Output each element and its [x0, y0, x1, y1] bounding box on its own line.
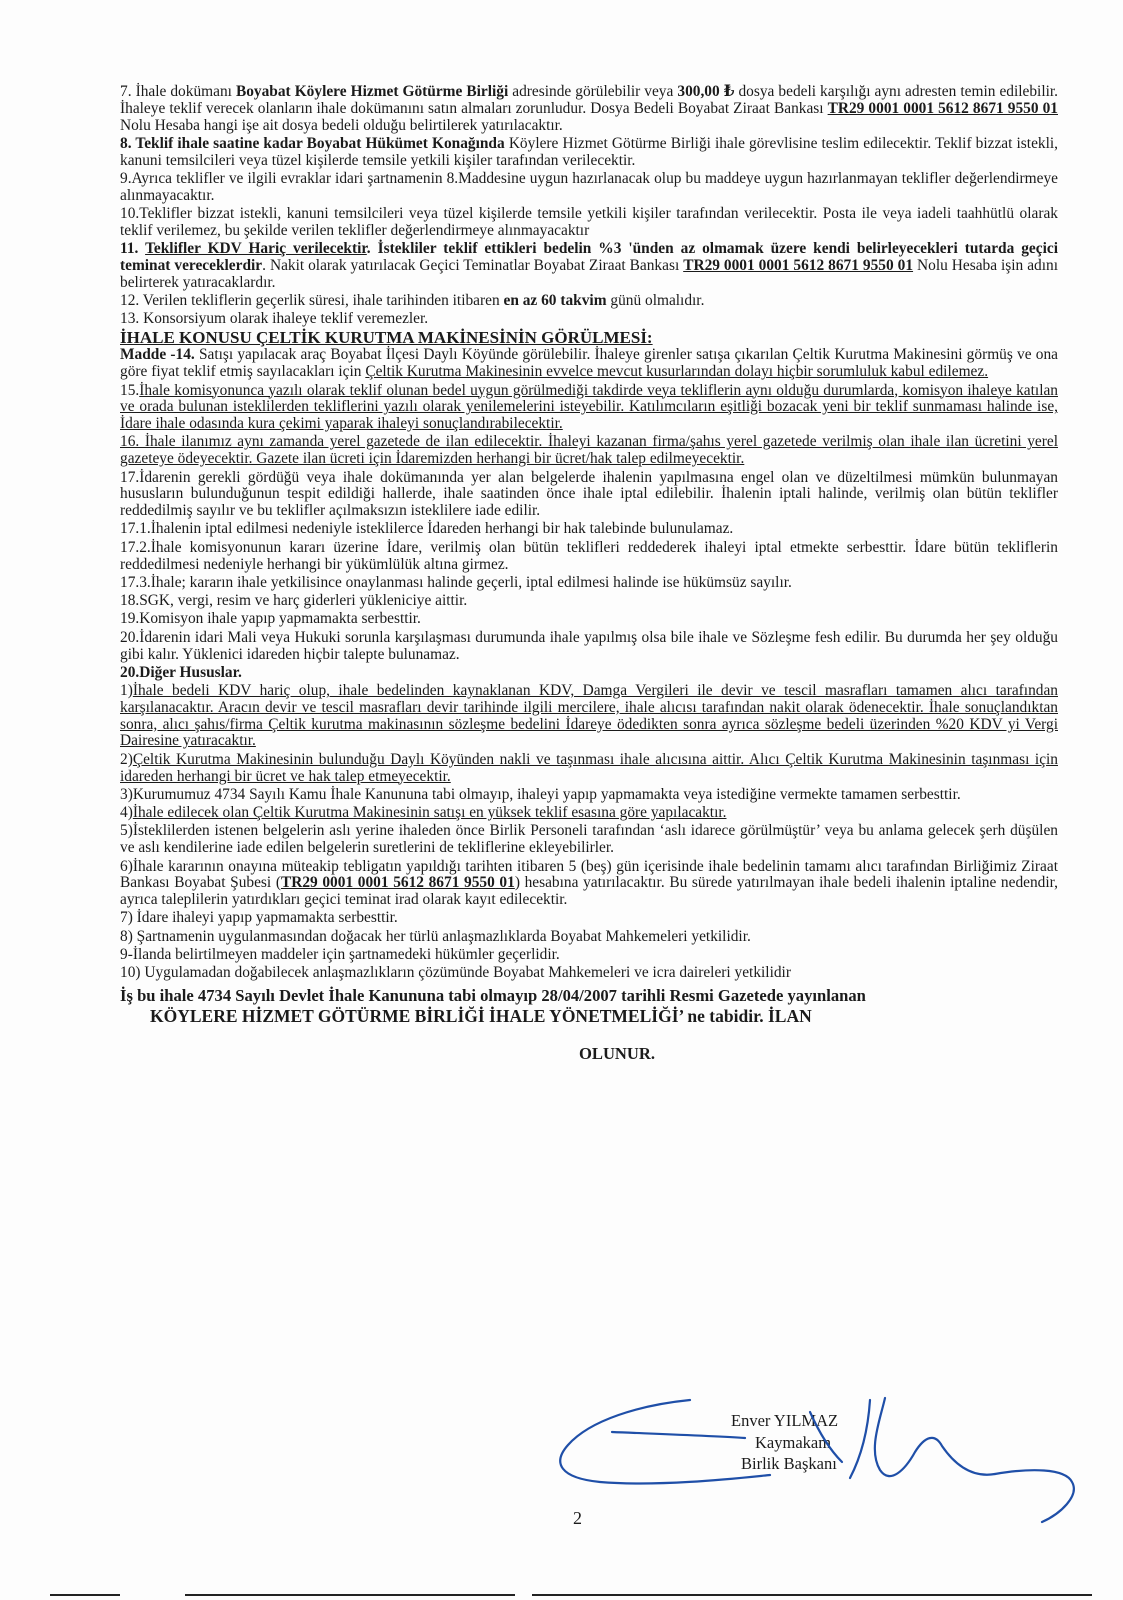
clause-9: 9.Ayrıca teklifler ve ilgili evraklar idari şartnamenin 8.Maddesine uygun hazırlanacak olup bu maddeye uygun hazırlanmayan teklifler değerlendirmeye alınmayacaktır.	[120, 169, 1058, 204]
signatory-role: Birlik Başkanı	[741, 1454, 837, 1473]
clause-19: 19.Komisyon ihale yapıp yapmamakta serbesttir.	[120, 610, 421, 628]
clause-10: 10.Teklifler bizzat istekli, kanuni temsilcileri veya tüzel kişilerde temsile yetkili kişiler tarafından verilecektir. Posta ile veya iadeli taahhütlü olarak teklif verilemez, bu şekilde verilen teklifler değerlendirmeye alınmayacaktır	[120, 205, 1058, 239]
clause-7: 7. İhale dokümanı Boyabat Köylere Hizmet Götürme Birliği adresinde görülebilir veya 300,00 ₺ dosya bedeli karşılığı aynı adresten temin edilebilir. İhaleye teklif verecek olanların ihale dokümanını satın almaları zorunludur. Dosya Bedeli Boyabat Ziraat Bankası TR29 0001 0001 5612 8671 9550 01 Nolu Hesaba hangi işe ait dosya bedeli olduğu belirtilerek yatırılacaktır.	[120, 83, 1059, 134]
clause-8: 8. Teklif ihale saatine kadar Boyabat Hükümet Konağında Köylere Hizmet Götürme Birliği ihale görevlisine teslim edilecektir. Teklif bizzat istekli, kanuni temsilcileri veya tüzel kişilerde temsile yetkili kişiler tarafından verilecektir.	[120, 134, 1058, 169]
other-8: 8) Şartnamenin uygulanmasından doğacak her türlü anlaşmazlıklarda Boyabat Mahkemeleri yetkilidir.	[120, 927, 751, 945]
other-10: 10) Uygulamadan doğabilecek anlaşmazlıkların çözümünde Boyabat Mahkemeleri ve icra daireleri yetkilidir	[120, 964, 791, 982]
other-3: 3)Kurumumuz 4734 Sayılı Kamu İhale Kanununa tabi olmayıp, ihaleyi yapıp yapmamakta veya istediğine vermekte tamamen serbesttir.	[120, 785, 961, 803]
clause-11: 11. Teklifler KDV Hariç verilecektir. İstekliler teklif ettikleri bedelin %3 'ünden az olmamak üzere kendi belirleyecekleri tutarda geçici teminat vereceklerdir. Nakit olarak yatırılacak Geçici Teminatlar Boyabat Ziraat Bankası TR29 0001 0001 5612 8671 9550 01 Nolu Hesaba işin adını belirterek yatıracaklardır.	[120, 240, 1058, 291]
iban: TR29 0001 0001 5612 8671 9550 01	[827, 99, 1058, 117]
bottom-divider-middle	[185, 1594, 515, 1596]
other-6: 6)İhale kararının onayına müteakip tebligatın yapıldığı tarihten itibaren 5 (beş) gün içerisinde ihale bedelinin tamamı alıcı tarafından Birliğimiz Ziraat Bankası Boyabat Şubesi (TR29 0001 0001 5612 8671 9550 01) hesabına yatırılacaktır. Bu sürede yatırılmayan ihale bedeli ihalenin iptaline nedendir, ayrıca taleplilerin yatırdıkları geçici teminat irad olarak kayıt edilecektir.	[120, 857, 1058, 909]
clause-16: 16. İhale ilanımız aynı zamanda yerel gazetede de ilan edilecektir. İhaleyi kazanan firma/şahıs yerel gazetede verilmiş olan ihale ilan ücretini yerel gazeteye ödeyecektir. Gazete ilan ücreti için İdaremizden herhangi bir ücret/hak talep edilmeyecektir.	[120, 433, 1058, 468]
clause-14: Madde -14. Satışı yapılacak araç Boyabat İlçesi Daylı Köyünde görülebilir. İhaleye girenler satışa çıkarılan Çeltik Kurutma Makinesini görmüş ve ona göre fiyat teklif etmiş sayılacakları için Çeltik Kurutma Makinesinin evvelce mevcut kusurlarından dolayı hiçbir sorumluluk kabul edilemez.	[120, 346, 1059, 381]
closing-statement: İş bu ihale 4734 Sayılı Devlet İhale Kanununa tabi olmayıp 28/04/2007 tarihli Resmi Gazetede yayınlanan KÖYLERE HİZMET GÖTÜRME BİRLİĞİ İHALE YÖNETMELİĞİ’ ne tabidir. İLAN	[120, 986, 866, 1027]
clause-13: 13. Konsorsiyum olarak ihaleye teklif veremezler.	[120, 310, 429, 328]
iban: TR29 0001 0001 5612 8671 9550 01	[683, 256, 914, 274]
clause-18: 18.SGK, vergi, resim ve harç giderleri yükleniciye aittir.	[120, 592, 468, 610]
clause-17-2: 17.2.İhale komisyonunun kararı üzerine İdare, verilmiş olan bütün teklifleri reddederek ihaleyi iptal etmekte serbesttir. İdare bütün tekliflerin reddedilmesi nedeniyle herhangi bir yükümlülük altına girmez.	[120, 538, 1058, 573]
clause-17-1: 17.1.İhalenin iptal edilmesi nedeniyle isteklilerce İdareden herhangi bir hak talebinde bulunulamaz.	[120, 520, 734, 538]
closing-olunur: OLUNUR.	[578, 1043, 656, 1063]
other-7: 7) İdare ihaleyi yapıp yapmamakta serbesttir.	[120, 909, 398, 927]
other-9: 9-İlanda belirtilmeyen maddeler için şartnamedeki hükümler geçerlidir.	[120, 946, 560, 964]
clause-20: 20.İdarenin idari Mali veya Hukuki sorunla karşılaşması durumunda ihale yapılmış olsa bile ihale ve Sözleşme fesh edilir. Bu durumda her şey olduğu gibi kalır. Yüklenici idareden hiçbir talepte bulunamaz.	[120, 628, 1058, 663]
bottom-divider-left	[50, 1594, 120, 1596]
page-number: 2	[573, 1508, 582, 1528]
other-5: 5)İsteklilerden istenen belgelerin aslı yerine ihaleden önce Birlik Personeli tarafından ‘aslı idarece görülmüştür’ veya bu anlama gelecek şerh düşülen ve aslı kendilerine iade edilen belgelerin suretlerini de tekliflerine ekleyebilirler.	[120, 822, 1058, 857]
signatory-name: Enver YILMAZ	[731, 1411, 839, 1430]
other-1: 1)İhale bedeli KDV hariç olup, ihale bedelinden kaynaklanan KDV, Damga Vergileri ile devir ve tescil masrafları tamamen alıcı tarafından karşılanacaktır. Aracın devir ve tescil masrafları devir tarihinde ilgili mercilere, ihale alıcısı tarafından nakit olarak ödenecektir. İhale sonuçlandıktan sonra, alıcı şahıs/firma Çeltik kurutma makinasının sözleşme bedelini İdareye ödedikten sonra ayrıca sözleşme bedeli üzerinden %20 KDV yi Vergi Dairesine yatıracaktır.	[120, 682, 1058, 750]
section-heading: İHALE KONUSU ÇELTİK KURUTMA MAKİNESİNİN GÖRÜLMESİ:	[120, 327, 653, 347]
iban: TR29 0001 0001 5612 8671 9550 01	[280, 874, 515, 892]
clause-12: 12. Verilen tekliflerin geçerlik süresi, ihale tarihinden itibaren en az 60 takvim günü olmalıdır.	[120, 292, 705, 310]
clause-15: 15.İhale komisyonunca yazılı olarak teklif olunan bedel uygun görülmediği takdirde veya tekliflerin aynı olduğu durumlarda, komisyon ihaleye katılan ve orada bulunan isteklilerden tekliflerini yazılı olarak yenilemelerini isteyebilir. Katılımcıların eşitliği bozacak yeni bir teklif sunmaması halinde ise, İdare ihale odasında kura çekimi yaparak ihaleyi sonuçlandırabilecektir.	[120, 381, 1058, 433]
other-matters-heading: 20.Diğer Hususlar.	[120, 663, 242, 681]
clause-17-3: 17.3.İhale; kararın ihale yetkilisince onaylanması halinde geçerli, iptal edilmesi halinde ise hükümsüz sayılır.	[120, 573, 792, 591]
clause-17: 17.İdarenin gerekli gördüğü veya ihale dokümanında yer alan belgelerde ihalenin yapılmasına engel olan ve düzeltilmesi mümkün bulunmayan hususların bulunduğunun tespit edildiği hallerde, ihale saatinden önce ihale iptal edilebilir. İhalenin iptali halinde, verilmiş olan bütün teklifler reddedilmiş sayılır ve bu teklifler açılmaksızın isteklilere iade edilir.	[120, 468, 1058, 520]
bottom-divider-right	[532, 1594, 1092, 1596]
signatory-title: Kaymakam	[755, 1433, 832, 1452]
document-body	[120, 84, 1058, 1064]
other-4: 4)İhale edilecek olan Çeltik Kurutma Makinesinin satışı en yüksek teklif esasına göre yapılacaktır.	[120, 804, 727, 822]
other-2: 2)Çeltik Kurutma Makinesinin bulunduğu Daylı Köyünden nakli ve taşınması ihale alıcısına aittir. Alıcı Çeltik Kurutma Makinesinin taşınması için idareden herhangi bir ücret ve hak talep etmeyecektir.	[120, 750, 1058, 785]
